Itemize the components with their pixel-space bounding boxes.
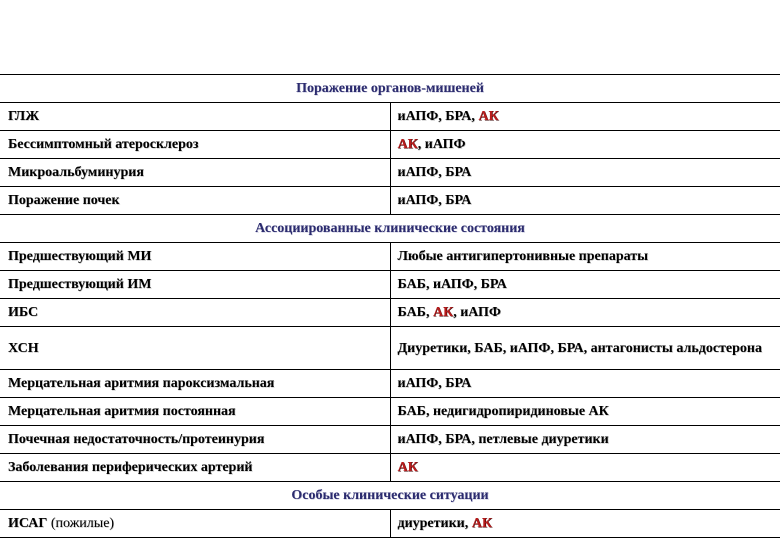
section-header-row: [0, 75, 780, 103]
condition-label: Предшествующий МИ: [8, 249, 152, 264]
condition-label: Микроальбуминурия: [8, 165, 144, 180]
condition-cell: [0, 131, 390, 159]
condition-cell: [0, 370, 390, 398]
section-header-row: [0, 215, 780, 243]
table-row: [0, 243, 780, 271]
therapy-text: иАПФ, БРА, петлевые диуретики: [397, 432, 609, 447]
therapy-cell: [390, 131, 780, 159]
highlight-drug-text: АК: [478, 109, 499, 124]
table-row: [0, 454, 780, 482]
therapy-text: Любые антигипертонивные препараты: [397, 249, 649, 264]
condition-label: ИСАГ: [8, 516, 48, 531]
therapy-text: БАБ, недигидропиридиновые АК: [397, 404, 609, 419]
therapy-text: иАПФ, БРА,: [397, 109, 479, 124]
condition-label: ХСН: [8, 340, 39, 356]
therapy-cell: [390, 271, 780, 299]
condition-label: Мерцательная аритмия пароксизмальная: [8, 376, 275, 391]
condition-cell: [0, 426, 390, 454]
therapy-cell: [390, 103, 780, 131]
therapy-cell: [390, 398, 780, 426]
therapy-cell: [390, 510, 780, 538]
condition-cell: [0, 243, 390, 271]
condition-cell: [0, 187, 390, 215]
condition-label: Предшествующий ИМ: [8, 277, 152, 292]
table-row: [0, 510, 780, 538]
highlight-drug-text: АК: [471, 516, 492, 531]
condition-cell: [0, 271, 390, 299]
therapy-text: иАПФ, БРА: [397, 165, 472, 180]
highlight-drug-text: АК: [397, 137, 418, 152]
therapy-text: Диуретики, БАБ, иАПФ, БРА, антагонисты альдостерона: [397, 340, 762, 356]
therapy-cell: [390, 454, 780, 482]
therapy-table: [0, 74, 780, 538]
therapy-text: диуретики,: [397, 516, 472, 531]
condition-label: Бессимптомный атеросклероз: [8, 137, 199, 152]
condition-label: Поражение почек: [8, 193, 120, 208]
condition-label: Заболевания периферических артерий: [8, 460, 253, 475]
condition-label: Почечная недостаточность/протеинурия: [8, 432, 265, 447]
therapy-cell: [390, 426, 780, 454]
therapy-cell: [390, 243, 780, 271]
table-row: [0, 271, 780, 299]
condition-cell: [0, 510, 390, 538]
condition-cell: [0, 398, 390, 426]
condition-label: ИБС: [8, 305, 39, 320]
condition-cell: [0, 103, 390, 131]
condition-label: ГЛЖ: [8, 109, 40, 124]
highlight-drug-text: АК: [397, 460, 418, 475]
table-row: [0, 131, 780, 159]
condition-cell: [0, 454, 390, 482]
table-row: [0, 103, 780, 131]
therapy-cell: [390, 299, 780, 327]
therapy-text: БАБ, иАПФ, БРА: [397, 277, 507, 292]
therapy-cell: [390, 187, 780, 215]
therapy-cell: [390, 327, 780, 370]
table-row: [0, 370, 780, 398]
section-title: Поражение органов-мишеней: [0, 75, 780, 103]
condition-note: (пожилые): [47, 516, 115, 531]
therapy-text: иАПФ, БРА: [397, 193, 472, 208]
therapy-cell: [390, 159, 780, 187]
table-row: [0, 398, 780, 426]
table-row: [0, 187, 780, 215]
therapy-text: иАПФ, БРА: [397, 376, 472, 391]
table-row: [0, 327, 780, 370]
table-row: [0, 299, 780, 327]
therapy-cell: [390, 370, 780, 398]
section-title: Ассоциированные клинические состояния: [0, 215, 780, 243]
highlight-drug-text: АК: [432, 305, 454, 320]
table-row: [0, 159, 780, 187]
section-title: Особые клинические ситуации: [0, 482, 780, 510]
condition-cell: [0, 159, 390, 187]
therapy-text: БАБ,: [397, 305, 433, 320]
therapy-text: , иАПФ: [417, 137, 466, 152]
condition-label: Мерцательная аритмия постоянная: [8, 404, 236, 419]
table-row: [0, 426, 780, 454]
condition-cell: [0, 327, 390, 370]
therapy-text: , иАПФ: [453, 305, 501, 320]
section-header-row: [0, 482, 780, 510]
condition-cell: [0, 299, 390, 327]
